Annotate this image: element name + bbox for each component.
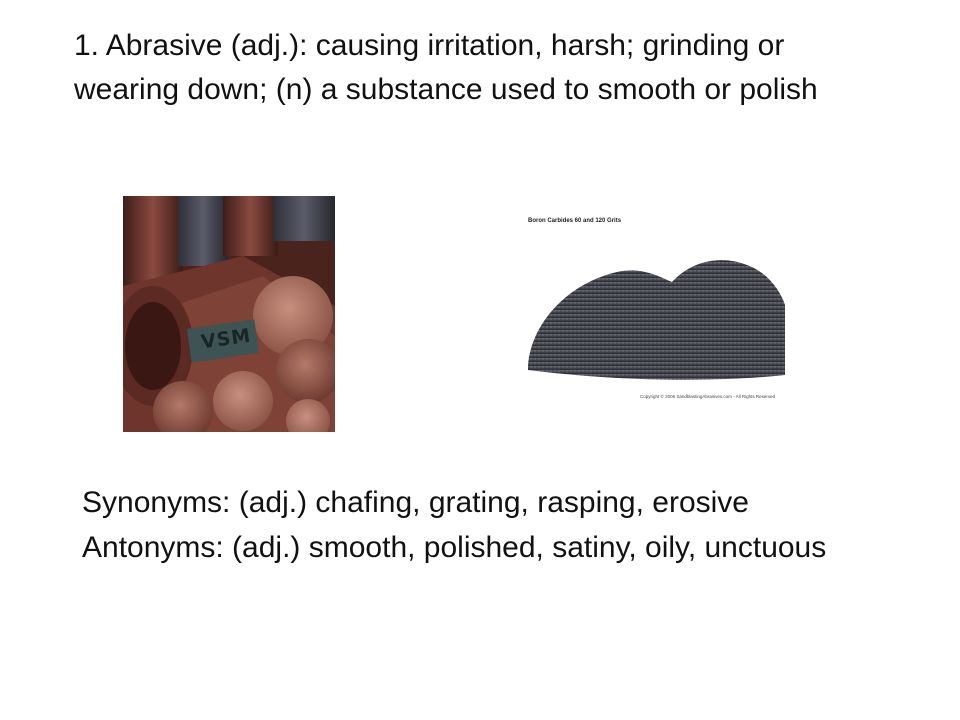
vsm-logo: VSM <box>199 324 253 354</box>
synonyms-text: Synonyms: (adj.) chafing, grating, rasping, erosive <box>82 486 749 519</box>
boron-copyright: Copyright © 2006 SandblastingAbrasives.com - All Rights Reserved <box>640 394 776 399</box>
sandpaper-image <box>123 196 335 432</box>
synonyms-antonyms-block <box>82 480 842 570</box>
boron-caption: Boron Carbides 60 and 120 Grits <box>528 218 622 224</box>
boron-carbide-image <box>522 210 785 407</box>
definition-text: 1. Abrasive (adj.): causing irritation, harsh; grinding or wearing down; (n) a substance used to smooth or polish <box>74 29 818 106</box>
antonyms-text: Antonyms: (adj.) smooth, polished, satiny, oily, unctuous <box>82 531 827 564</box>
